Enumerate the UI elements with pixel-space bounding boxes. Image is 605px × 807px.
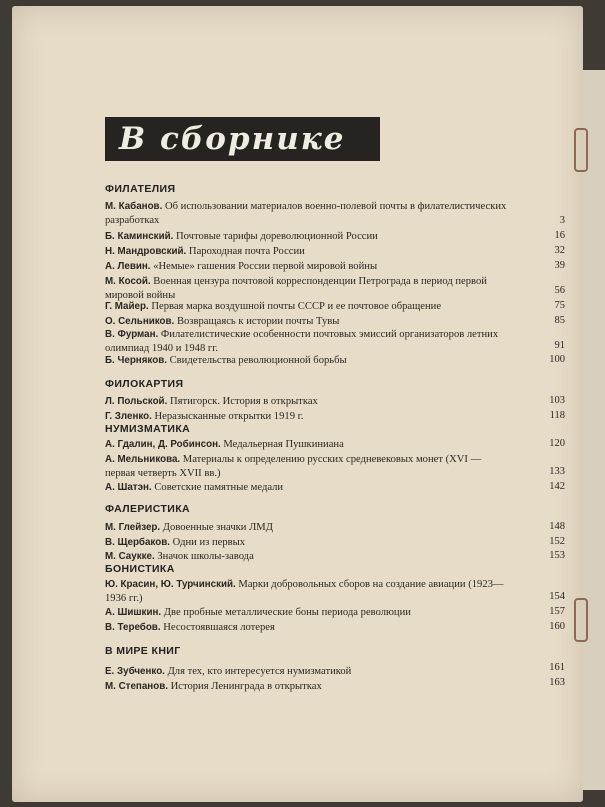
entry-title: Филателистические особенности почтовых эмиссий организаторов летних олимпиад 1940 и 1948 гг. bbox=[105, 329, 499, 354]
toc-entry bbox=[105, 438, 510, 452]
toc-entry bbox=[105, 536, 510, 550]
entry-page: 103 bbox=[549, 395, 565, 406]
toc-entry bbox=[105, 578, 510, 606]
entry-author: Л. Польской. bbox=[105, 396, 168, 407]
staple-bottom bbox=[574, 598, 588, 642]
next-page-edge bbox=[583, 70, 605, 790]
toc-entry bbox=[105, 606, 510, 620]
toc-entry bbox=[105, 521, 510, 535]
entry-author: Б. Каминский. bbox=[105, 231, 174, 242]
entry-author: А. Шатэн. bbox=[105, 482, 152, 493]
entry-title: Военная цензура почтовой корреспонденции Петрограда в период первой мировой войны bbox=[105, 276, 487, 301]
entry-title: Медальерная Пушкиниана bbox=[223, 439, 344, 450]
toc-entry bbox=[105, 275, 510, 303]
toc-entry bbox=[105, 395, 510, 409]
entry-page: 133 bbox=[549, 466, 565, 477]
section-title: ФАЛЕРИСТИКА bbox=[105, 503, 191, 515]
entry-page: 85 bbox=[554, 315, 565, 326]
entry-title: «Немые» гашения России первой мировой войны bbox=[153, 261, 378, 272]
entry-title: Возвращаясь к истории почты Тувы bbox=[176, 316, 340, 327]
entry-author: А. Гдалин, Д. Робинсон. bbox=[105, 439, 221, 450]
entry-title: Марки добровольных сборов на создание авиации (1923—1936 гг.) bbox=[105, 579, 504, 604]
toc-entry bbox=[105, 328, 510, 356]
entry-page: 120 bbox=[549, 438, 565, 449]
toc-entry bbox=[105, 200, 510, 228]
toc-entry bbox=[105, 354, 510, 368]
entry-page: 118 bbox=[549, 410, 565, 421]
entry-author: Ю. Красин, Ю. Турчинский. bbox=[105, 579, 236, 590]
entry-page: 56 bbox=[554, 285, 565, 296]
entry-page: 153 bbox=[549, 550, 565, 561]
entry-page: 39 bbox=[554, 260, 565, 271]
toc-entry bbox=[105, 410, 510, 424]
entry-author: А. Шишкин. bbox=[105, 607, 162, 618]
staple-top bbox=[574, 128, 588, 172]
section-title: ФИЛАТЕЛИЯ bbox=[105, 183, 176, 195]
entry-author: Н. Мандровский. bbox=[105, 246, 187, 257]
entry-author: В. Щербаков. bbox=[105, 537, 170, 548]
entry-page: 16 bbox=[554, 230, 565, 241]
entry-title: Значок школы-завода bbox=[157, 551, 254, 562]
entry-page: 148 bbox=[549, 521, 565, 532]
entry-title: Довоенные значки ЛМД bbox=[162, 522, 273, 533]
toc-entry bbox=[105, 230, 510, 244]
entry-page: 157 bbox=[549, 606, 565, 617]
toc-entry bbox=[105, 245, 510, 259]
toc-entry bbox=[105, 621, 510, 635]
entry-page: 75 bbox=[554, 300, 565, 311]
entry-page: 142 bbox=[549, 481, 565, 492]
entry-author: Г. Зленко. bbox=[105, 411, 152, 422]
entry-title: Пятигорск. История в открытках bbox=[169, 396, 318, 407]
toc-entry bbox=[105, 453, 510, 481]
entry-title: Две пробные металлические боны периода революции bbox=[163, 607, 411, 618]
entry-author: Е. Зубченко. bbox=[105, 666, 165, 677]
entry-title: Советские памятные медали bbox=[154, 482, 284, 493]
entry-title: Почтовые тарифы дореволюционной России bbox=[176, 231, 378, 242]
entry-page: 100 bbox=[549, 354, 565, 365]
toc-entry bbox=[105, 315, 510, 329]
entry-title: Пароходная почта России bbox=[188, 246, 305, 257]
entry-author: М. Косой. bbox=[105, 276, 151, 287]
toc-entry bbox=[105, 665, 510, 679]
entry-page: 32 bbox=[554, 245, 565, 256]
entry-title: Несостоявшаяся лотерея bbox=[163, 622, 275, 633]
entry-page: 160 bbox=[549, 621, 565, 632]
entry-title: Свидетельства революционной борьбы bbox=[169, 355, 347, 366]
toc-entry bbox=[105, 481, 510, 495]
entry-title: Одни из первых bbox=[172, 537, 246, 548]
toc-entry bbox=[105, 300, 510, 314]
toc-entry bbox=[105, 260, 510, 274]
entry-author: М. Глейзер. bbox=[105, 522, 161, 533]
toc-entry bbox=[105, 680, 510, 694]
section-title: В МИРЕ КНИГ bbox=[105, 645, 181, 657]
entry-author: А. Мельникова. bbox=[105, 454, 181, 465]
entry-page: 152 bbox=[549, 536, 565, 547]
entry-page: 3 bbox=[559, 215, 565, 226]
entry-author: М. Степанов. bbox=[105, 681, 168, 692]
toc-entry bbox=[105, 550, 510, 564]
entry-page: 163 bbox=[549, 677, 565, 688]
entry-author: В. Фурман. bbox=[105, 329, 159, 340]
entry-author: Г. Майер. bbox=[105, 301, 149, 312]
entry-title: Материалы к определению русских средневековых монет (XVI — первая четверть XVII вв.) bbox=[105, 454, 482, 479]
entry-page: 154 bbox=[549, 591, 565, 602]
entry-title: История Ленинграда в открытках bbox=[170, 681, 322, 692]
entry-author: М. Кабанов. bbox=[105, 201, 163, 212]
entry-author: М. Саукке. bbox=[105, 551, 155, 562]
entry-author: А. Левин. bbox=[105, 261, 151, 272]
entry-title: Для тех, кто интересуется нумизматикой bbox=[167, 666, 352, 677]
entry-page: 161 bbox=[549, 662, 565, 673]
entry-author: Б. Черняков. bbox=[105, 355, 167, 366]
entry-title: Об использовании материалов военно-полевой почты в филателистических разработках bbox=[105, 201, 507, 226]
section-title: НУМИЗМАТИКА bbox=[105, 423, 191, 435]
contents-banner: В сборнике bbox=[105, 117, 380, 161]
entry-title: Первая марка воздушной почты СССР и ее почтовое обращение bbox=[151, 301, 442, 312]
entry-page: 91 bbox=[554, 340, 565, 351]
entry-author: О. Сельников. bbox=[105, 316, 175, 327]
entry-author: В. Теребов. bbox=[105, 622, 161, 633]
section-title: ФИЛОКАРТИЯ bbox=[105, 378, 184, 390]
section-title: БОНИСТИКА bbox=[105, 563, 175, 575]
entry-title: Неразысканные открытки 1919 г. bbox=[154, 411, 304, 422]
